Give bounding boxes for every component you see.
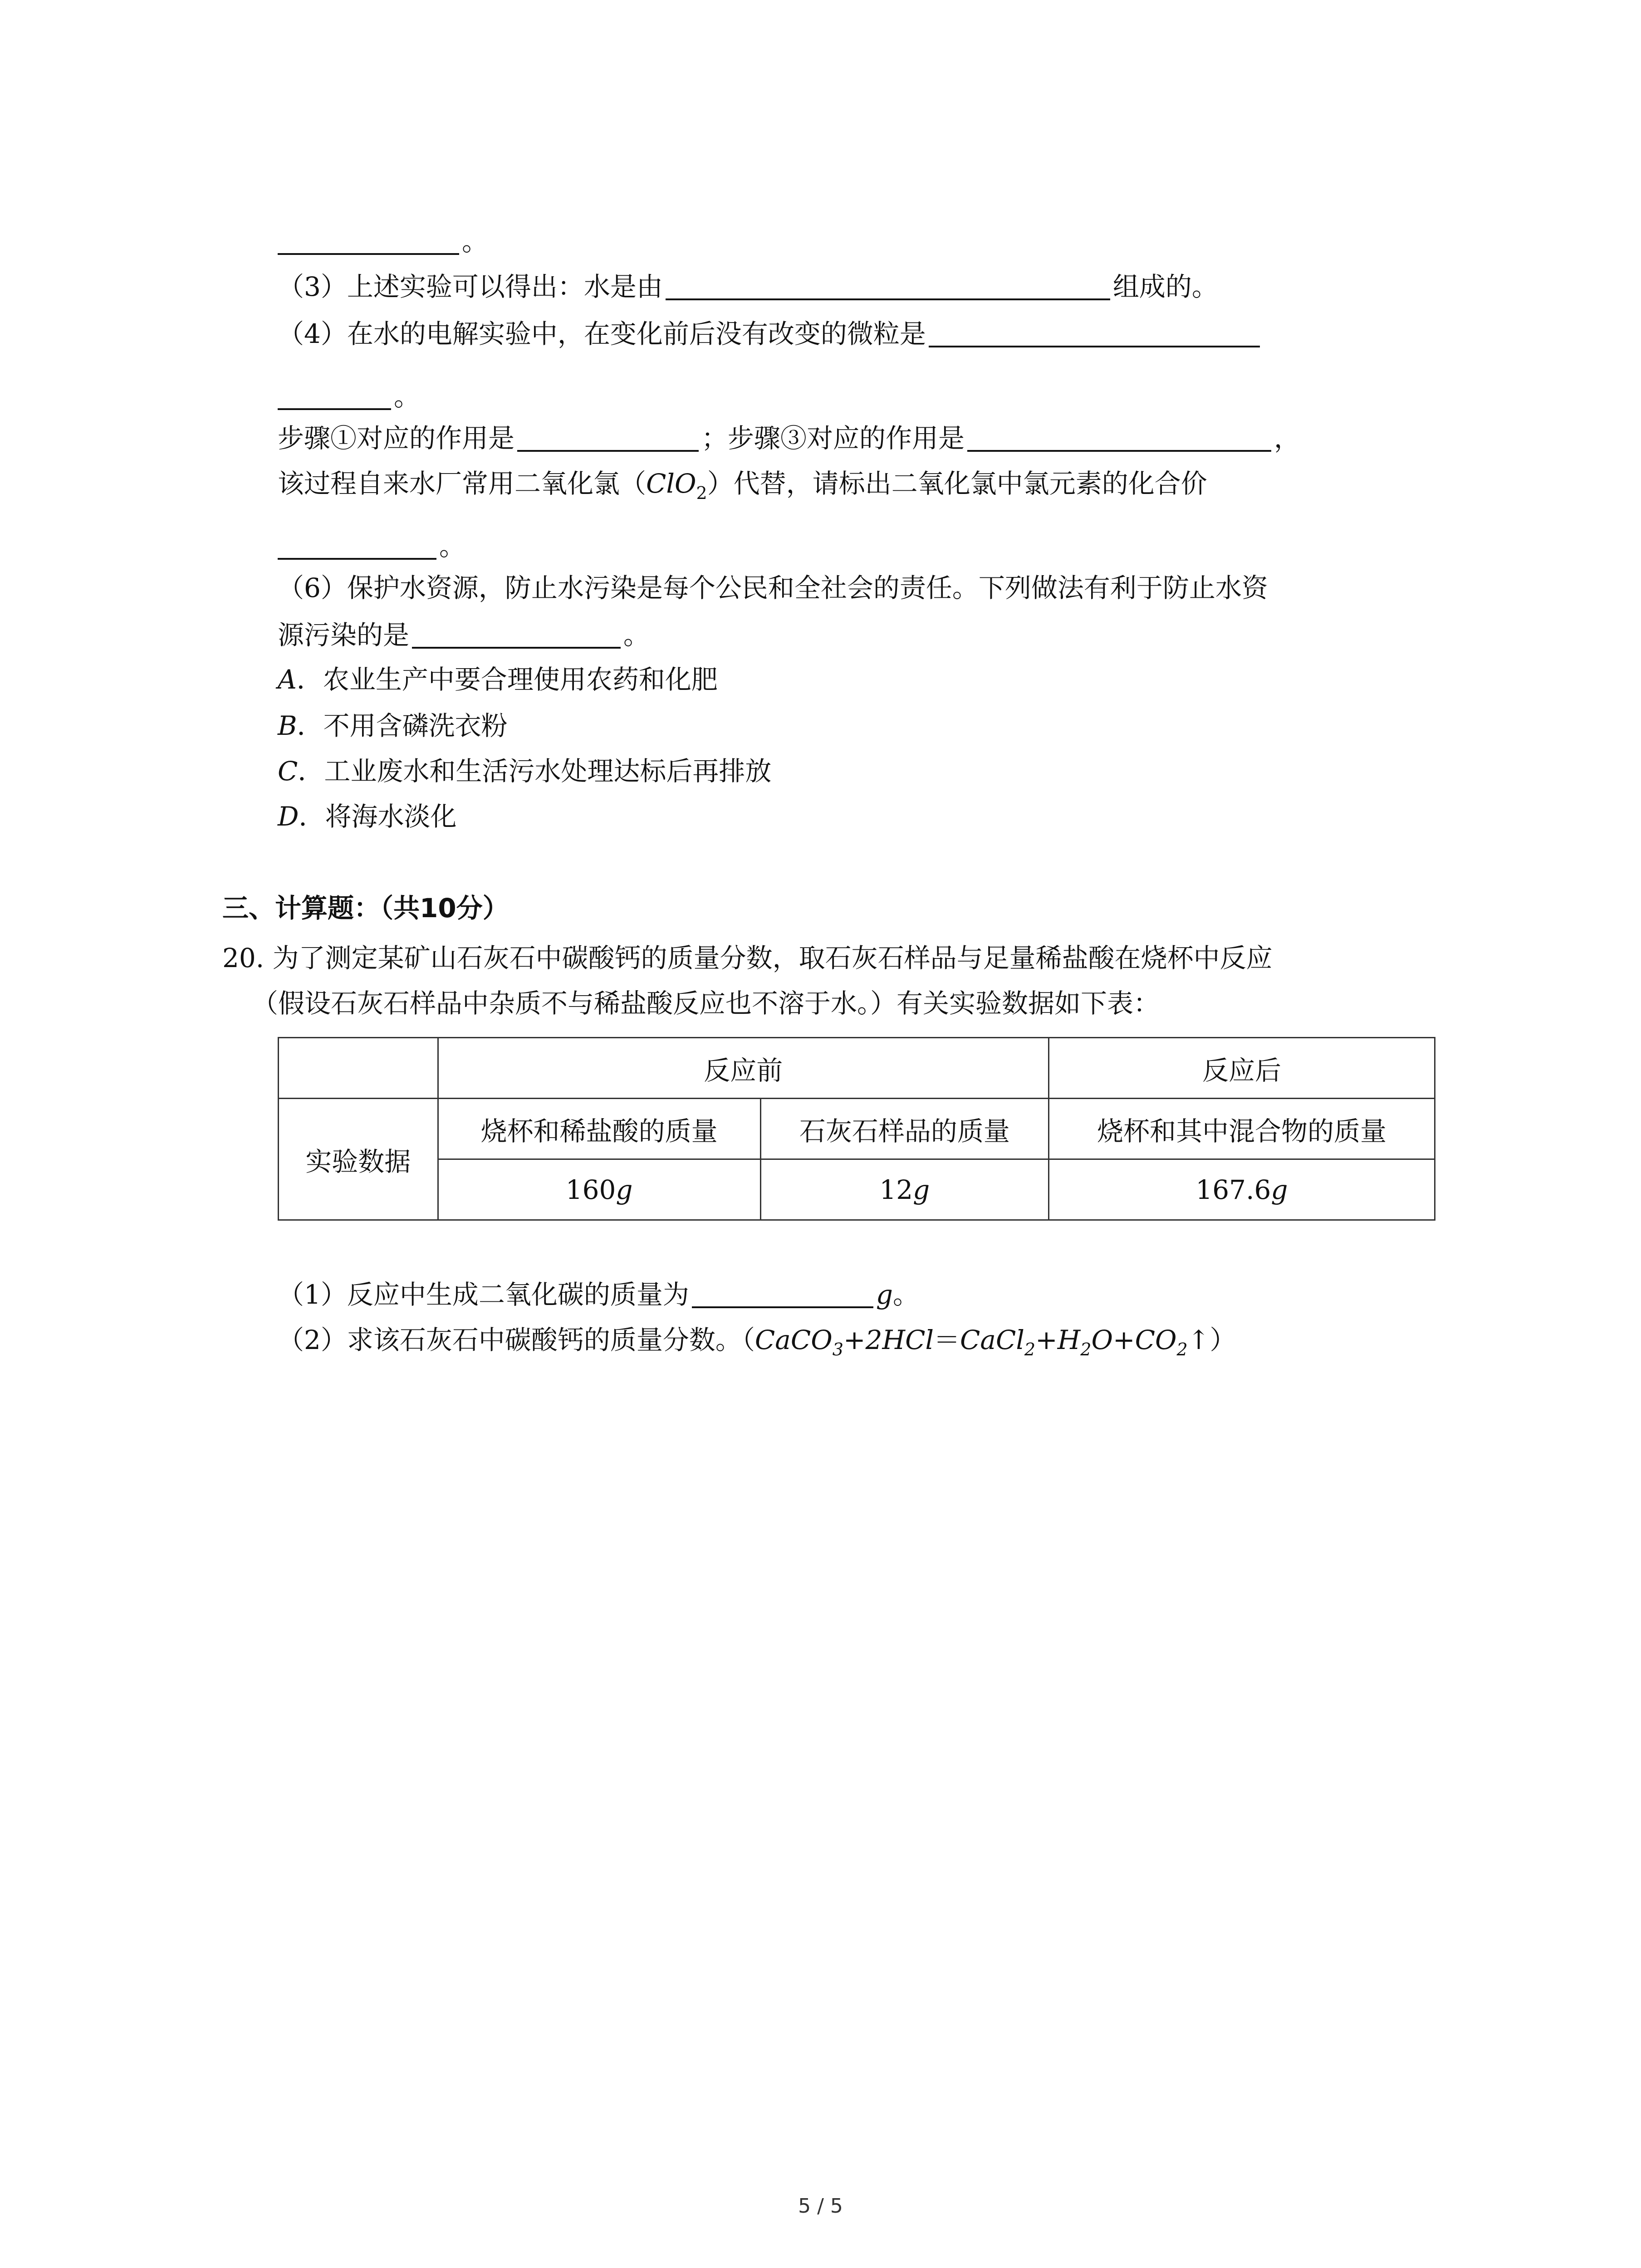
q19-part5-line1: 步骤①对应的作用是 ；步骤③对应的作用是 ， [278, 423, 1301, 454]
answer-blank[interactable] [666, 272, 1110, 300]
q19-part5-line2: 该过程自来水厂常用二氧化氯（ClO$_2$）代替，请标出二氧化氯中氯元素的化合价 [278, 468, 1207, 503]
table-row [279, 1099, 1435, 1159]
option-a[interactable]: A．农业生产中要合理使用农药和化肥 [278, 664, 718, 695]
answer-blank[interactable] [278, 227, 459, 255]
answer-blank[interactable] [517, 424, 699, 452]
q20-line2: （假设石灰石样品中杂质不与稀盐酸反应也不溶于水。）有关实验数据如下表： [252, 988, 1160, 1019]
table-cell: 160g [438, 1159, 760, 1220]
page-number: 5 / 5 [798, 2195, 843, 2218]
table-cell: 12g [760, 1159, 1048, 1220]
table-cell: 167.6g [1048, 1159, 1435, 1220]
answer-blank[interactable] [967, 424, 1271, 452]
q19-line1: 。 [278, 225, 488, 258]
q19-part3: （3）上述实验可以得出：水是由 组成的。 [278, 271, 1218, 302]
table-row [279, 1159, 1435, 1220]
q19-part6-line1: （6）保护水资源，防止水污染是每个公民和全社会的责任。下列做法有利于防止水资 [278, 572, 1268, 603]
table-header-before: 反应前 [438, 1038, 1048, 1099]
data-table [278, 1037, 1435, 1221]
table-row [279, 1038, 1435, 1099]
option-b[interactable]: B．不用含磷洗衣粉 [278, 710, 508, 741]
gas-arrow-icon: ↑ [1187, 1325, 1210, 1355]
q19-part5-line3: 。 [278, 530, 465, 562]
option-d[interactable]: D．将海水淡化 [278, 801, 457, 832]
table-corner-cell [279, 1038, 438, 1099]
table-col-header: 石灰石样品的质量 [760, 1099, 1048, 1159]
answer-blank[interactable] [278, 382, 391, 410]
answer-blank[interactable] [278, 532, 436, 560]
q19-part4: （4）在水的电解实验中，在变化前后没有改变的微粒是 [278, 318, 1263, 350]
chemical-equation: $CaCO_3+2HCl=CaCl_2+H_2O+CO_2$ [754, 1325, 1188, 1359]
table-col-header: 烧杯和其中混合物的质量 [1048, 1099, 1435, 1159]
q19-part4-cont: 。 [278, 380, 420, 413]
option-c[interactable]: C．工业废水和生活污水处理达标后再排放 [278, 756, 772, 787]
q20-part2: （2）求该石灰石中碳酸钙的质量分数。$(CaCO_3+2HCl=CaCl_2+H_2O+CO_2↑)$ [278, 1325, 1236, 1359]
q20-line1: 20. 为了测定某矿山石灰石中碳酸钙的质量分数，取石灰石样品与足量稀盐酸在烧杯中反应 [222, 943, 1273, 973]
table-row-label: 实验数据 [279, 1099, 438, 1220]
answer-blank[interactable] [692, 1280, 873, 1308]
q20-part1: （1）反应中生成二氧化碳的质量为 g。 [278, 1279, 920, 1310]
section-heading: 三、计算题：（共10分） [222, 893, 509, 924]
q19-part6-line2: 源污染的是 。 [278, 620, 650, 650]
table-col-header: 烧杯和稀盐酸的质量 [438, 1099, 760, 1159]
answer-blank[interactable] [929, 319, 1260, 347]
table-header-after: 反应后 [1048, 1038, 1435, 1099]
answer-blank[interactable] [412, 621, 621, 649]
